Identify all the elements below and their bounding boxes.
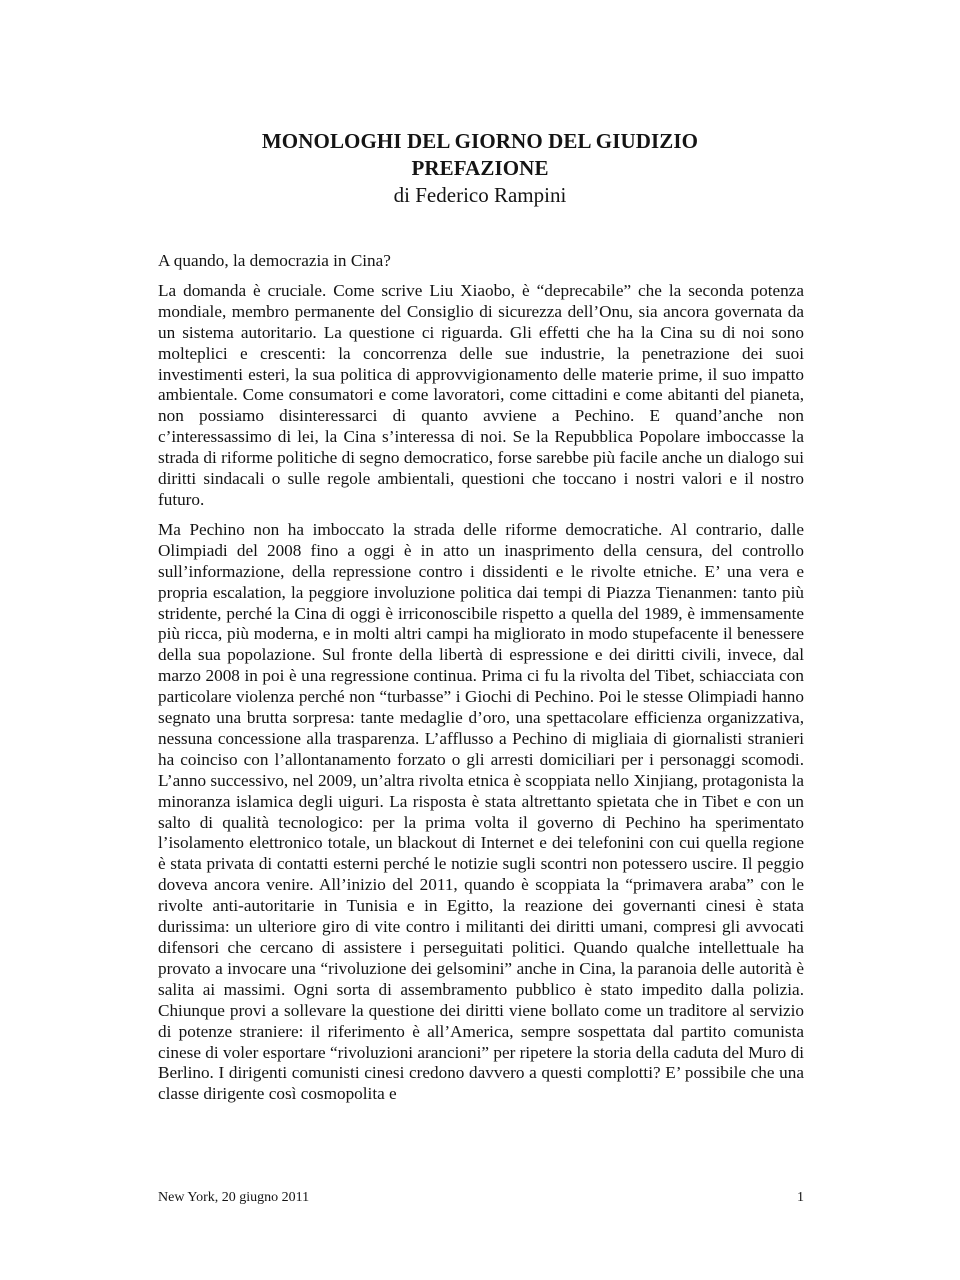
title-block bbox=[0, 128, 960, 208]
paragraph: Ma Pechino non ha imboccato la strada delle riforme democratiche. Al contrario, dalle Olimpiadi del 2008 fino a oggi è in atto un inasprimento della censura, del controllo sull’informazione, della repressione contro i dissidenti e le rivolte etniche. E’ una vera e propria escalation, la peggiore involuzione politica dai tempi di Piazza Tienanmen: tanto più stridente, perché la Cina di oggi è irriconoscibile rispetto a quella del 1989, è immensamente più ricca, più moderna, e in molti altri campi ha migliorato in modo stupefacente il benessere della sua popolazione. Sul fronte della libertà di espressione e dei diritti civili, invece, dal marzo 2008 in poi è una regressione continua. Prima ci fu la rivolta del Tibet, schiacciata con particolare violenza perché non “turbasse” i Giochi di Pechino. Poi le stesse Olimpiadi hanno segnato una brutta sorpresa: tante medaglie d’oro, una spettacolare efficienza organizzativa, nessuna concessione alla trasparenza. L’afflusso a Pechino di migliaia di giornalisti stranieri ha coinciso con l’allontanamento forzato o gli arresti domiciliari per i personaggi scomodi. L’anno successivo, nel 2009, un’altra rivolta etnica è scoppiata nello Xinjiang, protagonista la minoranza islamica degli uiguri. La risposta è stata altrettanto spietata che in Tibet e con un salto di qualità tecnologico: per la prima volta il governo di Pechino ha sperimentato l’isolamento elettronico totale, un blackout di Internet e dei telefonini con cui quella regione è stata privata di contatti esterni perché le notizie sugli scontri non potessero uscire. Il peggio doveva ancora venire. All’inizio del 2011, quando è scoppiata la “primavera araba” con le rivolte anti-autoritarie in Tunisia e in Egitto, la reazione dei governanti cinesi è stata durissima: un ulteriore giro di vite contro i militanti dei diritti umani, compresi gli avvocati difensori che cercano di assistere i perseguitati politici. Quando qualche intellettuale ha provato a invocare una “rivoluzione dei gelsomini” anche in Cina, la paranoia delle autorità è salita ai massimi. Ogni sorta di assembramento pubblico è stato impedito dalla polizia. Chiunque provi a sollevare la questione dei diritti viene bollato come un traditore al servizio di potenze straniere: il riferimento è all’America, sempre sospettata dal partito comunista cinese di voler esportare “rivoluzioni arancioni” per ripetere la storia della caduta del Muro di Berlino. I dirigenti comunisti cinesi credono davvero a questi complotti? E’ possibile che una classe dirigente così cosmopolita e bbox=[158, 519, 804, 1104]
author-line: di Federico Rampini bbox=[393, 183, 567, 207]
paragraph: La domanda è cruciale. Come scrive Liu Xiaobo, è “deprecabile” che la seconda potenza mondiale, membro permanente del Consiglio di sicurezza dell’Onu, sia ancora governata da un sistema autoritario. La questione ci riguarda. Gli effetti che ha la Cina su di noi sono molteplici e crescenti: la concorrenza delle sue industrie, la penetrazione dei suoi investimenti esteri, la sua politica di approvvigionamento delle materie prime, il suo impatto ambientale. Come consumatori e come lavoratori, come cittadini e come abitanti del pianeta, non possiamo disinteressarci di quanto avviene a Pechino. E quand’anche non c’interessassimo di lei, la Cina s’interessa di noi. Se la Repubblica Popolare imboccasse la strada di riforme politiche di segno democratico, forse sarebbe più facile anche un dialogo sui diritti sindacali o sulle regole ambientali, questioni che toccano i nostri valori e il nostro futuro. bbox=[158, 280, 804, 509]
document-subtitle: PREFAZIONE bbox=[411, 156, 549, 180]
document-title: MONOLOGHI DEL GIORNO DEL GIUDIZIO bbox=[261, 129, 699, 153]
footer-place-date: New York, 20 giugno 2011 bbox=[158, 1190, 310, 1205]
opening-question: A quando, la democrazia in Cina? bbox=[158, 251, 391, 270]
page-number: 1 bbox=[797, 1190, 804, 1205]
document-body bbox=[158, 251, 804, 1114]
